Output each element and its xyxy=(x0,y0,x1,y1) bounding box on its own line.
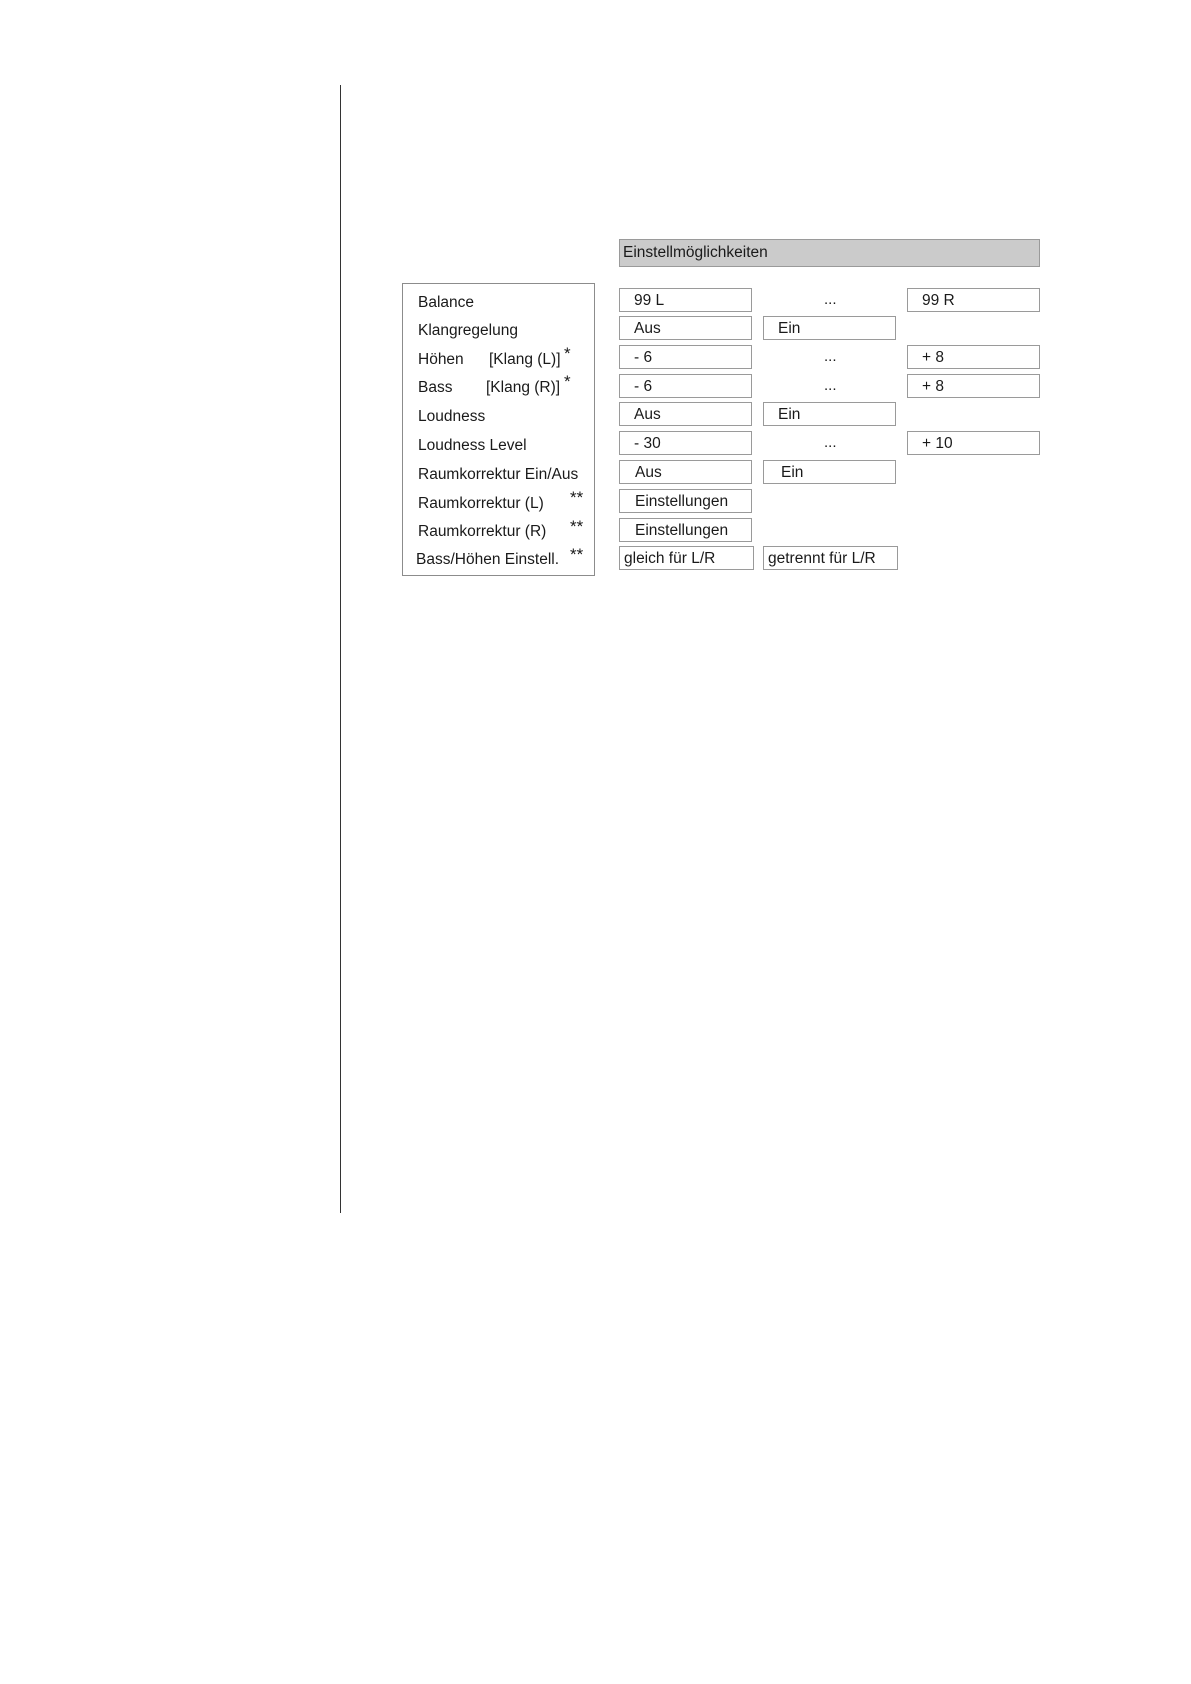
balance-min-value: 99 L xyxy=(619,288,752,312)
range-ellipsis: ... xyxy=(824,377,837,394)
klangregelung-ein-option: Ein xyxy=(763,316,896,340)
raumkorrektur-ein-option: Ein xyxy=(763,460,896,484)
parameter-labels-box xyxy=(402,283,595,576)
range-ellipsis: ... xyxy=(824,434,837,451)
asterisk-note-marker: * xyxy=(564,344,571,363)
margin-rule xyxy=(340,85,341,1213)
bass-hoehen-getrennt-option: getrennt für L/R xyxy=(763,546,898,570)
range-ellipsis: ... xyxy=(824,291,837,308)
label-raumkorrektur-l: Raumkorrektur (L) xyxy=(418,495,544,512)
hoehen-max-value: + 8 xyxy=(907,345,1040,369)
bass-hoehen-gleich-option: gleich für L/R xyxy=(619,546,754,570)
asterisk-note-marker: * xyxy=(564,372,571,391)
loudness-level-max-value: + 10 xyxy=(907,431,1040,455)
label-bass: Bass xyxy=(418,379,453,396)
settings-header: Einstellmöglichkeiten xyxy=(619,239,1040,267)
loudness-level-min-value: - 30 xyxy=(619,431,752,455)
label-loudness-level: Loudness Level xyxy=(418,437,527,454)
raumkorrektur-l-einstellungen: Einstellungen xyxy=(619,489,752,513)
bass-min-value: - 6 xyxy=(619,374,752,398)
label-hoehen-klang: [Klang (L)] xyxy=(489,351,561,368)
label-bass-hoehen-einstell: Bass/Höhen Einstell. xyxy=(416,551,560,568)
label-klangregelung: Klangregelung xyxy=(418,322,518,339)
double-asterisk-note-marker: ** xyxy=(570,517,584,536)
double-asterisk-note-marker: ** xyxy=(570,545,584,564)
label-raumkorrektur-r: Raumkorrektur (R) xyxy=(418,523,547,540)
label-raumkorrektur-ein-aus: Raumkorrektur Ein/Aus xyxy=(418,466,579,483)
loudness-ein-option: Ein xyxy=(763,402,896,426)
loudness-aus-option: Aus xyxy=(619,402,752,426)
label-loudness: Loudness xyxy=(418,408,486,425)
double-asterisk-note-marker: ** xyxy=(570,488,584,507)
label-balance: Balance xyxy=(418,294,475,311)
raumkorrektur-r-einstellungen: Einstellungen xyxy=(619,518,752,542)
klangregelung-aus-option: Aus xyxy=(619,316,752,340)
label-hoehen: Höhen xyxy=(418,351,464,368)
label-bass-klang: [Klang (R)] xyxy=(486,379,561,396)
balance-max-value: 99 R xyxy=(907,288,1040,312)
raumkorrektur-aus-option: Aus xyxy=(619,460,752,484)
hoehen-min-value: - 6 xyxy=(619,345,752,369)
bass-max-value: + 8 xyxy=(907,374,1040,398)
range-ellipsis: ... xyxy=(824,348,837,365)
